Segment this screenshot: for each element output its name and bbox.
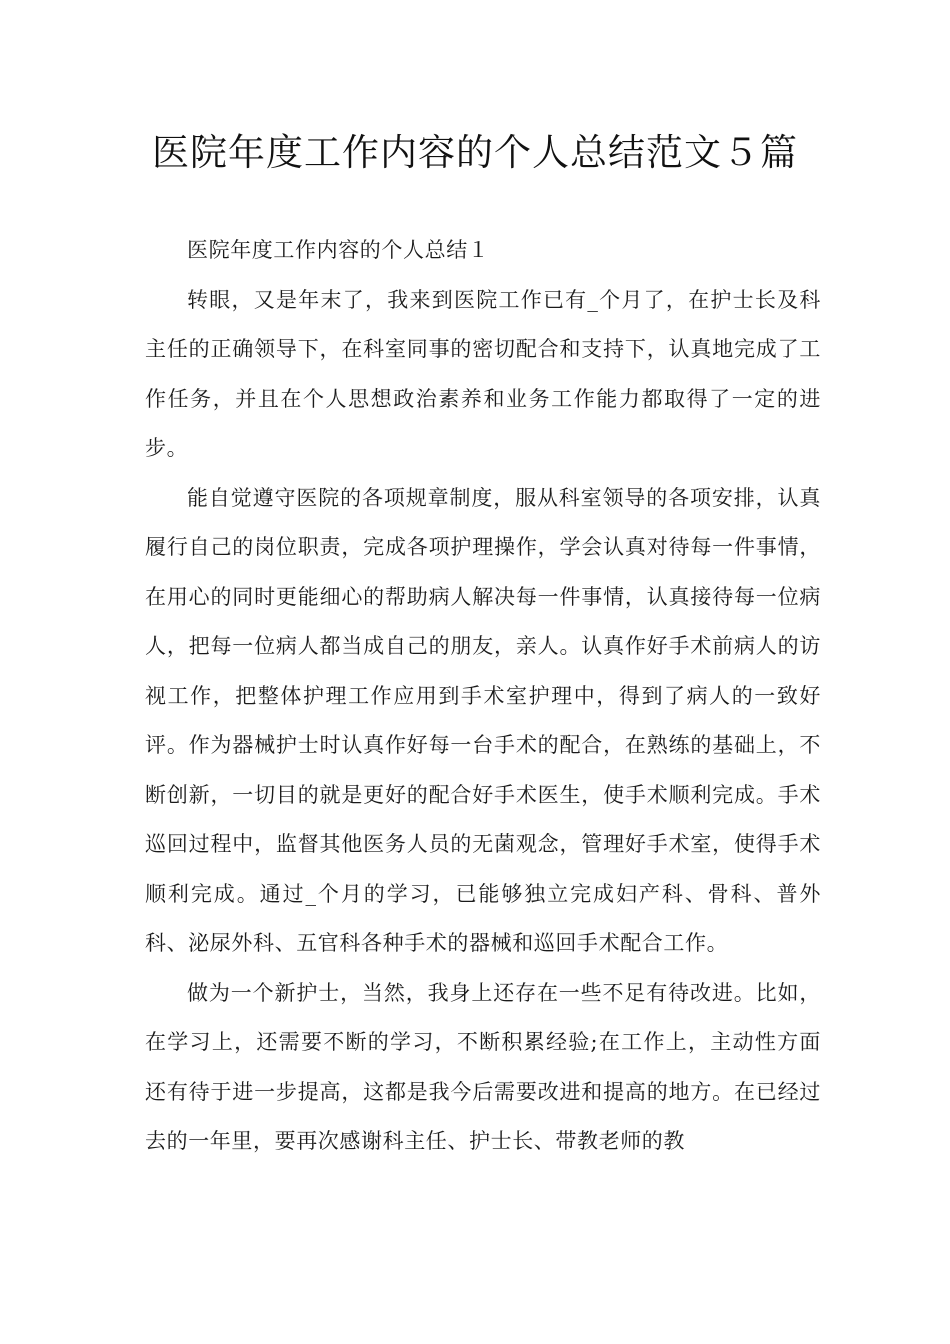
paragraph-1: 转眼，又是年末了，我来到医院工作已有_个月了，在护士长及科主任的正确领导下，在科室同事的密切配合和支持下，认真地完成了工作任务，并且在个人思想政治素养和业务工作能力都取得了一定的进步。 bbox=[145, 287, 821, 460]
document-title: 医院年度工作内容的个人总结范文５篇 bbox=[152, 131, 798, 174]
document-body bbox=[145, 226, 821, 1167]
section-heading: 医院年度工作内容的个人总结１ bbox=[187, 238, 490, 262]
paragraph-3: 做为一个新护士，当然，我身上还存在一些不足有待改进。比如，在学习上，还需要不断的学习，不断积累经验;在工作上，主动性方面还有待于进一步提高，这都是我今后需要改进和提高的地方。在已经过去的一年里，要再次感谢科主任、护士长、带教老师的教 bbox=[145, 980, 821, 1153]
paragraph-2: 能自觉遵守医院的各项规章制度，服从科室领导的各项安排，认真履行自己的岗位职责，完成各项护理操作，学会认真对待每一件事情，在用心的同时更能细心的帮助病人解决每一件事情，认真接待每一位病人，把每一位病人都当成自己的朋友，亲人。认真作好手术前病人的访视工作，把整体护理工作应用到手术室护理中，得到了病人的一致好评。作为器械护士时认真作好每一台手术的配合，在熟练的基础上，不断创新，一切目的就是更好的配合好手术医生，使手术顺利完成。手术巡回过程中，监督其他医务人员的无菌观念，管理好手术室，使得手术顺利完成。通过_个月的学习，已能够独立完成妇产科、骨科、普外科、泌尿外科、五官科各种手术的器械和巡回手术配合工作。 bbox=[145, 485, 821, 955]
